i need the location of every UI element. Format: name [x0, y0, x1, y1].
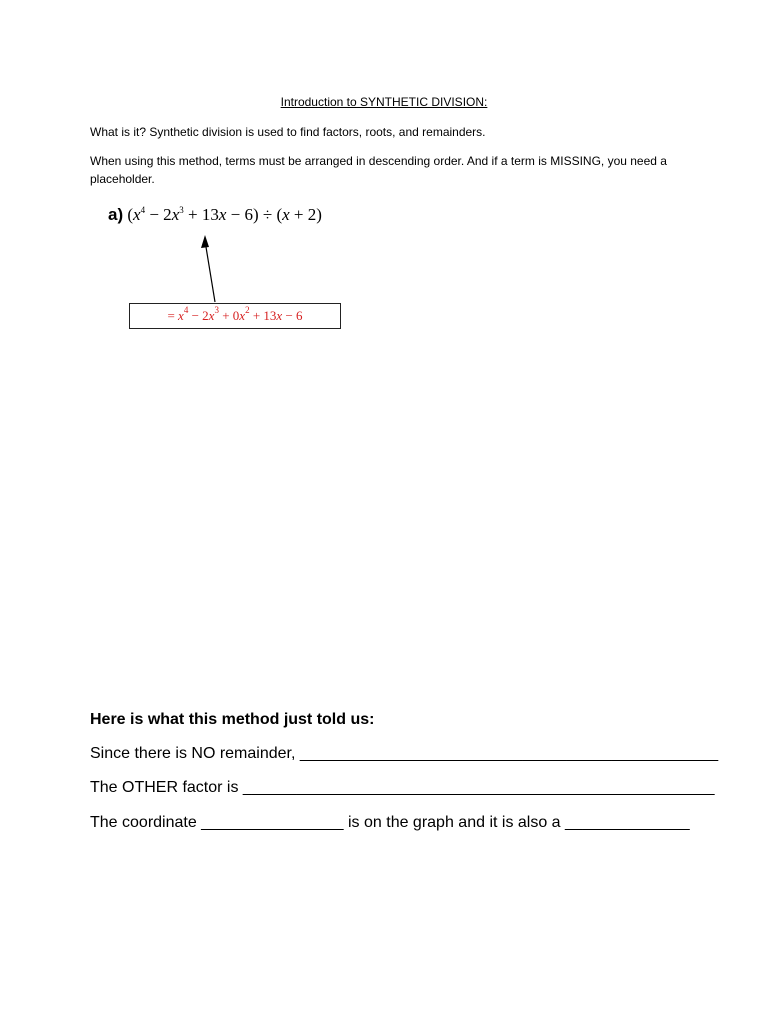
intro-paragraph: What is it? Synthetic division is used to find factors, roots, and remainders.	[90, 125, 486, 139]
placeholder-rule-paragraph: When using this method, terms must be arranged in descending order. And if a term is MISSING, you need a placeholder.	[90, 154, 667, 186]
page-title: Introduction to SYNTHETIC DIVISION:	[280, 95, 488, 109]
other-factor-line: The OTHER factor is _____________________________________________________	[90, 779, 715, 796]
summary-heading: Here is what this method just told us:	[90, 711, 375, 728]
coordinate-line	[90, 814, 690, 832]
rewritten-polynomial-box: = $x^4 - 2x^3 + 0x^2 + 13x - 6$	[129, 303, 341, 329]
remainder-line: Since there is NO remainder, _______________________________________________	[90, 745, 719, 762]
example-label: a)	[108, 205, 124, 224]
example-equation: a) $(x^4 - 2x^3 + 13x - 6) \div (x + 2)$	[108, 205, 322, 224]
example-figure	[108, 205, 428, 335]
coordinate-line-part2: is on the graph and it is also a ______________	[348, 814, 690, 831]
coordinate-line-part1: The coordinate ________________	[90, 814, 348, 831]
